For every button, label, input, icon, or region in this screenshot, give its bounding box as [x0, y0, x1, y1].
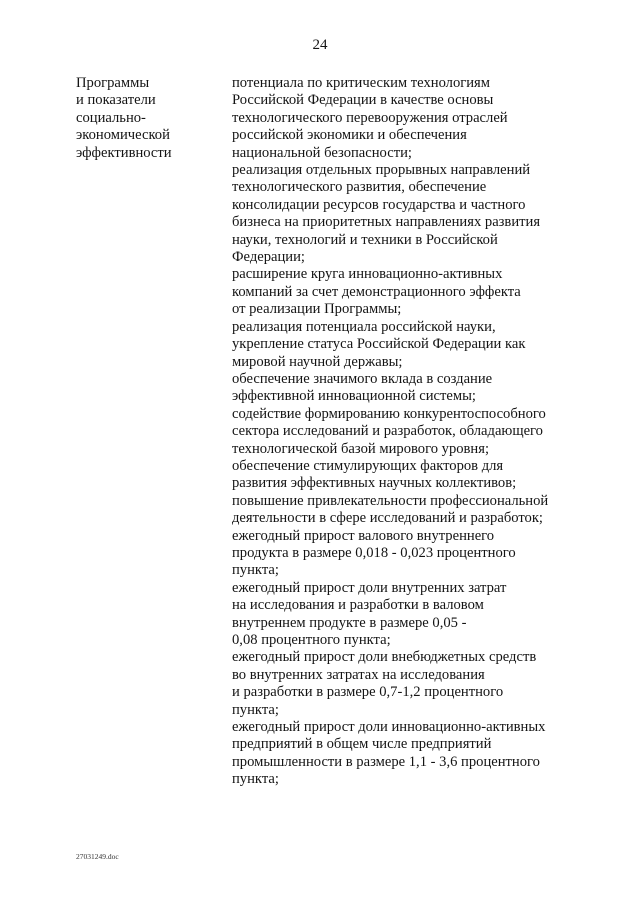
content-line: от реализации Программы;	[232, 301, 402, 318]
content-line: потенциала по критическим технологиям	[232, 75, 490, 91]
content-line: промышленности в размере 1,1 - 3,6 процентного	[232, 753, 540, 770]
content-line: Федерации;	[232, 249, 305, 266]
content-line: реализация потенциала российской науки,	[232, 318, 496, 335]
section-content	[232, 75, 572, 789]
content-line: реализация отдельных прорывных направлений	[232, 162, 531, 179]
content-line: обеспечение стимулирующих факторов для	[232, 457, 504, 474]
content-line: эффективной инновационной системы;	[232, 388, 476, 405]
content-line: укрепление статуса Российской Федерации как	[232, 336, 526, 353]
content-line: пункта;	[232, 771, 279, 788]
content-line: компаний за счет демонстрационного эффекта	[232, 283, 521, 300]
section-label-line: экономической	[76, 127, 170, 144]
content-line: ежегодный прирост доли инновационно-активных	[232, 719, 546, 736]
content-line: технологического перевооружения отраслей	[232, 109, 508, 126]
content-line: науки, технологий и техники в Российской	[232, 231, 498, 248]
content-line: ежегодный прирост валового внутреннего	[232, 527, 495, 544]
section-label-line: и показатели	[76, 92, 156, 109]
content-line: ежегодный прирост доли внутренних затрат	[232, 579, 507, 596]
content-line: во внутренних затратах на исследования	[232, 666, 485, 683]
content-line: развития эффективных научных коллективов;	[232, 475, 517, 492]
footer-file-name: 27031249.doc	[76, 852, 119, 861]
content-line: российской экономики и обеспечения	[232, 127, 467, 144]
content-line: внутреннем продукте в размере 0,05 -	[232, 614, 467, 631]
content-line: и разработки в размере 0,7-1,2 процентного	[232, 684, 504, 701]
content-line: консолидации ресурсов государства и частного	[232, 196, 526, 213]
content-line: национальной безопасности;	[232, 144, 412, 161]
content-line: продукта в размере 0,018 - 0,023 процентного	[232, 544, 516, 561]
page-number: 24	[312, 37, 328, 53]
content-line: обеспечение значимого вклада в создание	[232, 370, 493, 387]
content-line: сектора исследований и разработок, обладающего	[232, 423, 543, 440]
section-label-line: социально-	[76, 109, 146, 126]
section-label-line: Программы	[76, 75, 150, 91]
content-line: технологической базой мирового уровня;	[232, 440, 490, 457]
content-line: деятельности в сфере исследований и разработок;	[232, 510, 543, 527]
content-line: ежегодный прирост доли внебюджетных средств	[232, 649, 537, 666]
content-line: мировой научной державы;	[232, 353, 403, 370]
section-label-line: эффективности	[76, 144, 172, 161]
content-line: содействие формированию конкурентоспособного	[232, 405, 546, 422]
content-line: предприятий в общем числе предприятий	[232, 736, 492, 753]
content-line: расширение круга инновационно-активных	[232, 266, 503, 283]
content-line: пункта;	[232, 701, 279, 718]
content-line: 0,08 процентного пункта;	[232, 632, 391, 648]
content-line: технологического развития, обеспечение	[232, 179, 487, 196]
content-line: повышение привлекательности профессиональной	[232, 492, 549, 509]
content-line: на исследования и разработки в валовом	[232, 597, 484, 614]
content-line: Российской Федерации в качестве основы	[232, 92, 494, 109]
content-line: пункта;	[232, 562, 279, 579]
content-line: бизнеса на приоритетных направлениях развития	[232, 214, 541, 231]
section-label	[76, 75, 216, 162]
